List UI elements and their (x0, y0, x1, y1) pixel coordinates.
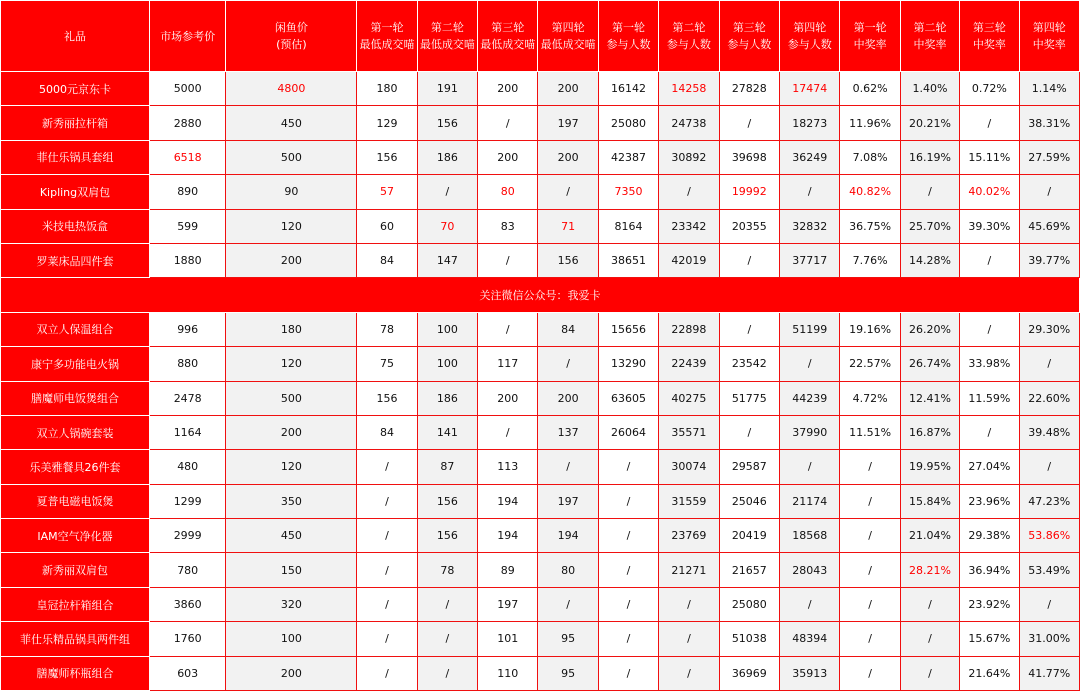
data-cell: 599 (149, 209, 225, 243)
data-cell: 2999 (149, 519, 225, 553)
data-cell: / (960, 106, 1019, 140)
data-cell: 19.95% (900, 450, 959, 484)
banner-text: 关注微信公众号：我爱卡 (1, 278, 1080, 312)
data-cell: 51038 (719, 622, 779, 656)
data-cell: 141 (417, 415, 477, 449)
data-cell: 1880 (149, 243, 225, 277)
data-cell: / (719, 106, 779, 140)
data-cell: 100 (417, 312, 477, 346)
data-cell: 200 (478, 72, 538, 106)
column-header: 第三轮 参与人数 (719, 1, 779, 72)
data-cell: 28043 (780, 553, 840, 587)
data-cell: / (840, 484, 900, 518)
data-cell: 101 (478, 622, 538, 656)
data-cell: 60 (357, 209, 417, 243)
data-cell: 90 (226, 175, 357, 209)
data-cell: 0.72% (960, 72, 1019, 106)
column-header: 第二轮 最低成交喵 (417, 1, 477, 72)
data-cell: / (659, 622, 719, 656)
data-cell: 39.77% (1019, 243, 1079, 277)
data-cell: 21174 (780, 484, 840, 518)
data-cell: 500 (226, 381, 357, 415)
data-cell: 42387 (598, 140, 658, 174)
table-row (1, 312, 1080, 346)
data-cell: / (417, 622, 477, 656)
data-cell: 1.14% (1019, 72, 1079, 106)
data-cell: 156 (417, 519, 477, 553)
data-cell: 95 (538, 622, 598, 656)
data-cell: 36.94% (960, 553, 1019, 587)
data-cell: 18568 (780, 519, 840, 553)
data-cell: 75 (357, 347, 417, 381)
header-row (1, 1, 1080, 72)
table-row (1, 587, 1080, 621)
data-cell: 22898 (659, 312, 719, 346)
data-cell: / (357, 587, 417, 621)
column-header: 第四轮 参与人数 (780, 1, 840, 72)
data-cell: 95 (538, 656, 598, 690)
data-cell: 450 (226, 519, 357, 553)
data-cell: 20419 (719, 519, 779, 553)
column-header: 第一轮 最低成交喵 (357, 1, 417, 72)
data-cell: 18273 (780, 106, 840, 140)
data-cell: 30074 (659, 450, 719, 484)
gift-name-cell: 双立人保温组合 (1, 312, 150, 346)
data-cell: 194 (538, 519, 598, 553)
data-cell: 137 (538, 415, 598, 449)
data-cell: 197 (538, 106, 598, 140)
data-cell: / (1019, 587, 1079, 621)
data-cell: 29.30% (1019, 312, 1079, 346)
data-cell: / (960, 312, 1019, 346)
data-cell: 27.04% (960, 450, 1019, 484)
data-cell: 51199 (780, 312, 840, 346)
column-header: 第三轮 中奖率 (960, 1, 1019, 72)
data-cell: 26064 (598, 415, 658, 449)
data-cell: / (900, 175, 959, 209)
data-cell: 200 (538, 140, 598, 174)
data-cell: 21.04% (900, 519, 959, 553)
data-cell: 23342 (659, 209, 719, 243)
data-cell: 156 (417, 106, 477, 140)
data-cell: 39698 (719, 140, 779, 174)
gift-name-cell: 膳魔师电饭煲组合 (1, 381, 150, 415)
data-cell: 129 (357, 106, 417, 140)
data-cell: 23769 (659, 519, 719, 553)
data-cell: 20.21% (900, 106, 959, 140)
data-cell: / (478, 106, 538, 140)
data-cell: 25046 (719, 484, 779, 518)
data-cell: / (538, 175, 598, 209)
data-cell: 19992 (719, 175, 779, 209)
column-header: 礼品 (1, 1, 150, 72)
data-cell: 2880 (149, 106, 225, 140)
data-cell: 194 (478, 484, 538, 518)
table-row (1, 553, 1080, 587)
data-cell: / (478, 312, 538, 346)
data-cell: 47.23% (1019, 484, 1079, 518)
data-cell: 6518 (149, 140, 225, 174)
data-cell: / (659, 587, 719, 621)
data-cell: 19.16% (840, 312, 900, 346)
data-cell: 191 (417, 72, 477, 106)
data-cell: 1164 (149, 415, 225, 449)
data-cell: 11.59% (960, 381, 1019, 415)
data-cell: 996 (149, 312, 225, 346)
gift-name-cell: 菲仕乐锅具套组 (1, 140, 150, 174)
data-cell: 186 (417, 140, 477, 174)
data-cell: 14258 (659, 72, 719, 106)
data-cell: 480 (149, 450, 225, 484)
data-cell: 23.92% (960, 587, 1019, 621)
column-header: 第四轮 中奖率 (1019, 1, 1079, 72)
table-row (1, 519, 1080, 553)
gift-name-cell: 5000元京东卡 (1, 72, 150, 106)
data-cell: 113 (478, 450, 538, 484)
data-cell: / (719, 312, 779, 346)
data-cell: / (780, 347, 840, 381)
data-cell: 200 (226, 415, 357, 449)
gift-name-cell: 双立人锅碗套装 (1, 415, 150, 449)
table-row (1, 347, 1080, 381)
table-row (1, 72, 1080, 106)
data-cell: 200 (478, 381, 538, 415)
table-row (1, 106, 1080, 140)
data-cell: 35571 (659, 415, 719, 449)
data-cell: 3860 (149, 587, 225, 621)
data-cell: / (840, 587, 900, 621)
data-cell: 120 (226, 209, 357, 243)
data-cell: 1760 (149, 622, 225, 656)
data-cell: 780 (149, 553, 225, 587)
data-cell: / (357, 622, 417, 656)
data-cell: / (598, 519, 658, 553)
data-cell: 83 (478, 209, 538, 243)
data-cell: 35913 (780, 656, 840, 690)
table-row (1, 484, 1080, 518)
data-cell: / (417, 175, 477, 209)
data-cell: 200 (538, 72, 598, 106)
data-cell: 21271 (659, 553, 719, 587)
data-cell: 197 (538, 484, 598, 518)
data-cell: 200 (226, 243, 357, 277)
data-cell: 30892 (659, 140, 719, 174)
data-cell: 13290 (598, 347, 658, 381)
data-cell: / (780, 587, 840, 621)
data-cell: 84 (538, 312, 598, 346)
data-cell: / (960, 415, 1019, 449)
data-cell: 29.38% (960, 519, 1019, 553)
table-row (1, 415, 1080, 449)
data-cell: 17474 (780, 72, 840, 106)
data-cell: / (478, 415, 538, 449)
data-cell: 11.51% (840, 415, 900, 449)
data-cell: 44239 (780, 381, 840, 415)
data-cell: 84 (357, 415, 417, 449)
data-cell: 24738 (659, 106, 719, 140)
data-cell: / (719, 243, 779, 277)
data-cell: 200 (226, 656, 357, 690)
data-cell: 200 (478, 140, 538, 174)
data-cell: 41.77% (1019, 656, 1079, 690)
data-cell: 25080 (719, 587, 779, 621)
data-cell: 156 (357, 381, 417, 415)
table-row (1, 243, 1080, 277)
data-cell: / (538, 587, 598, 621)
data-cell: 1.40% (900, 72, 959, 106)
data-cell: 23542 (719, 347, 779, 381)
data-cell: / (598, 587, 658, 621)
data-cell: 80 (478, 175, 538, 209)
data-cell: 100 (226, 622, 357, 656)
data-cell: 16142 (598, 72, 658, 106)
data-cell: 22.57% (840, 347, 900, 381)
gift-name-cell: 罗莱床品四件套 (1, 243, 150, 277)
data-cell: / (598, 553, 658, 587)
data-cell: / (840, 450, 900, 484)
column-header: 闲鱼价 (预估) (226, 1, 357, 72)
data-cell: 5000 (149, 72, 225, 106)
data-cell: 120 (226, 450, 357, 484)
gift-name-cell: 康宁多功能电火锅 (1, 347, 150, 381)
data-cell: 45.69% (1019, 209, 1079, 243)
gift-name-cell: 米技电热饭盒 (1, 209, 150, 243)
data-cell: 70 (417, 209, 477, 243)
gift-name-cell: 皇冠拉杆箱组合 (1, 587, 150, 621)
data-cell: / (840, 553, 900, 587)
data-cell: 36249 (780, 140, 840, 174)
data-cell: 26.74% (900, 347, 959, 381)
table-body-bottom (1, 312, 1080, 690)
data-cell: 78 (357, 312, 417, 346)
data-cell: 40.02% (960, 175, 1019, 209)
data-cell: / (1019, 347, 1079, 381)
table-body-top (1, 72, 1080, 278)
data-cell: / (900, 656, 959, 690)
gift-name-cell: 新秀丽双肩包 (1, 553, 150, 587)
gift-name-cell: IAM空气净化器 (1, 519, 150, 553)
data-cell: / (780, 450, 840, 484)
data-cell: 40.82% (840, 175, 900, 209)
data-cell: 147 (417, 243, 477, 277)
data-cell: / (478, 243, 538, 277)
data-cell: / (1019, 450, 1079, 484)
data-cell: 23.96% (960, 484, 1019, 518)
data-cell: 40275 (659, 381, 719, 415)
data-cell: 39.30% (960, 209, 1019, 243)
data-cell: / (598, 656, 658, 690)
data-cell: 22.60% (1019, 381, 1079, 415)
data-cell: 26.20% (900, 312, 959, 346)
data-cell: 27828 (719, 72, 779, 106)
data-cell: / (840, 622, 900, 656)
data-cell: 16.19% (900, 140, 959, 174)
data-cell: 603 (149, 656, 225, 690)
gift-name-cell: Kipling双肩包 (1, 175, 150, 209)
gift-name-cell: 膳魔师杯瓶组合 (1, 656, 150, 690)
data-cell: 320 (226, 587, 357, 621)
data-cell: 1299 (149, 484, 225, 518)
data-cell: 38651 (598, 243, 658, 277)
data-cell: 33.98% (960, 347, 1019, 381)
data-cell: 350 (226, 484, 357, 518)
data-cell: / (960, 243, 1019, 277)
data-cell: 36.75% (840, 209, 900, 243)
data-cell: / (538, 450, 598, 484)
data-cell: 78 (417, 553, 477, 587)
data-cell: 15.84% (900, 484, 959, 518)
table-row (1, 656, 1080, 690)
data-cell: 15.11% (960, 140, 1019, 174)
gift-name-cell: 夏普电磁电饭煲 (1, 484, 150, 518)
column-header: 第二轮 参与人数 (659, 1, 719, 72)
data-cell: 29587 (719, 450, 779, 484)
data-cell: 16.87% (900, 415, 959, 449)
table-row (1, 140, 1080, 174)
data-cell: 186 (417, 381, 477, 415)
data-cell: 7.76% (840, 243, 900, 277)
data-cell: 37990 (780, 415, 840, 449)
data-cell: / (840, 656, 900, 690)
data-cell: 11.96% (840, 106, 900, 140)
data-cell: 63605 (598, 381, 658, 415)
data-cell: / (780, 175, 840, 209)
data-cell: 197 (478, 587, 538, 621)
data-cell: 27.59% (1019, 140, 1079, 174)
data-cell: 156 (357, 140, 417, 174)
data-cell: / (357, 656, 417, 690)
data-cell: 200 (538, 381, 598, 415)
column-header: 第一轮 中奖率 (840, 1, 900, 72)
data-cell: 20355 (719, 209, 779, 243)
column-header: 第三轮 最低成交喵 (478, 1, 538, 72)
data-cell: 150 (226, 553, 357, 587)
data-cell: 71 (538, 209, 598, 243)
data-cell: 156 (538, 243, 598, 277)
data-cell: 57 (357, 175, 417, 209)
data-cell: 890 (149, 175, 225, 209)
data-cell: 42019 (659, 243, 719, 277)
data-cell: 84 (357, 243, 417, 277)
data-cell: / (417, 587, 477, 621)
data-cell: 39.48% (1019, 415, 1079, 449)
data-cell: 120 (226, 347, 357, 381)
data-cell: / (900, 587, 959, 621)
data-cell: 51775 (719, 381, 779, 415)
table-row (1, 175, 1080, 209)
data-cell: / (659, 175, 719, 209)
data-cell: / (538, 347, 598, 381)
data-cell: 4800 (226, 72, 357, 106)
data-cell: 110 (478, 656, 538, 690)
data-cell: 2478 (149, 381, 225, 415)
table-row (1, 622, 1080, 656)
data-cell: 48394 (780, 622, 840, 656)
data-cell: 15.67% (960, 622, 1019, 656)
data-cell: 21.64% (960, 656, 1019, 690)
data-cell: 53.49% (1019, 553, 1079, 587)
data-cell: 89 (478, 553, 538, 587)
data-cell: / (1019, 175, 1079, 209)
table-row (1, 381, 1080, 415)
data-cell: / (357, 519, 417, 553)
data-cell: 21657 (719, 553, 779, 587)
data-cell: 32832 (780, 209, 840, 243)
data-cell: 180 (357, 72, 417, 106)
gift-name-cell: 新秀丽拉杆箱 (1, 106, 150, 140)
data-cell: / (598, 484, 658, 518)
data-cell: 28.21% (900, 553, 959, 587)
data-cell: / (598, 622, 658, 656)
column-header: 第四轮 最低成交喵 (538, 1, 598, 72)
column-header: 第二轮 中奖率 (900, 1, 959, 72)
data-cell: 7350 (598, 175, 658, 209)
data-cell: 180 (226, 312, 357, 346)
table-row (1, 450, 1080, 484)
data-cell: 37717 (780, 243, 840, 277)
gift-name-cell: 乐美雅餐具26件套 (1, 450, 150, 484)
data-cell: / (659, 656, 719, 690)
banner-row (1, 278, 1080, 312)
data-cell: 25080 (598, 106, 658, 140)
data-cell: 12.41% (900, 381, 959, 415)
data-cell: 880 (149, 347, 225, 381)
data-cell: 15656 (598, 312, 658, 346)
table-row (1, 209, 1080, 243)
data-cell: 31559 (659, 484, 719, 518)
data-cell: 14.28% (900, 243, 959, 277)
data-cell: 25.70% (900, 209, 959, 243)
data-cell: 8164 (598, 209, 658, 243)
data-cell: 22439 (659, 347, 719, 381)
data-cell: 4.72% (840, 381, 900, 415)
data-cell: 0.62% (840, 72, 900, 106)
data-cell: 80 (538, 553, 598, 587)
data-cell: / (357, 553, 417, 587)
data-cell: 156 (417, 484, 477, 518)
data-cell: 31.00% (1019, 622, 1079, 656)
column-header: 市场参考价 (149, 1, 225, 72)
data-cell: / (900, 622, 959, 656)
data-cell: 117 (478, 347, 538, 381)
data-cell: 7.08% (840, 140, 900, 174)
data-cell: / (357, 484, 417, 518)
data-cell: / (357, 450, 417, 484)
data-cell: 36969 (719, 656, 779, 690)
data-cell: 38.31% (1019, 106, 1079, 140)
data-cell: / (840, 519, 900, 553)
data-cell: 194 (478, 519, 538, 553)
data-cell: 87 (417, 450, 477, 484)
data-cell: 450 (226, 106, 357, 140)
data-cell: 100 (417, 347, 477, 381)
column-header: 第一轮 参与人数 (598, 1, 658, 72)
data-cell: 53.86% (1019, 519, 1079, 553)
data-cell: / (719, 415, 779, 449)
data-cell: 500 (226, 140, 357, 174)
gift-name-cell: 菲仕乐精品锅具两件组 (1, 622, 150, 656)
data-cell: / (417, 656, 477, 690)
data-cell: / (598, 450, 658, 484)
